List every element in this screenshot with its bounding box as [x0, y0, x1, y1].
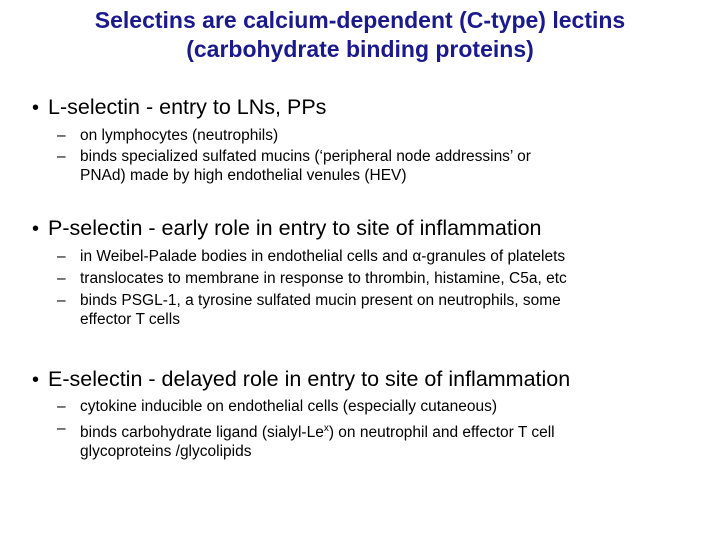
title-line-2: (carbohydrate binding proteins)	[186, 36, 534, 62]
dash-marker: –	[57, 248, 66, 265]
dash-marker: –	[57, 420, 66, 437]
sub-bullet	[57, 270, 567, 289]
dash-marker: –	[57, 270, 66, 287]
bullet-text: L-selectin - entry to LNs, PPs	[48, 95, 327, 119]
sub-bullet-text	[80, 420, 555, 443]
sub-bullet-text: binds specialized sulfated mucins (‘peripheral node addressins’ or	[80, 148, 531, 165]
sub-bullet-text: cytokine inducible on endothelial cells (especially cutaneous)	[80, 398, 498, 415]
dash-marker: –	[57, 148, 66, 165]
sub-bullet-text: translocates to membrane in response to thrombin, histamine, C5a, etc	[80, 270, 567, 287]
sub-bullet-text: on lymphocytes (neutrophils)	[80, 127, 279, 144]
sub-bullet	[57, 127, 279, 146]
dash-marker: –	[57, 127, 66, 144]
dash-marker: –	[57, 398, 66, 415]
bullet-text: E-selectin - delayed role in entry to site of inflammation	[48, 367, 571, 391]
sub-bullet	[57, 420, 555, 461]
bullet-dot: •	[32, 218, 40, 240]
sub-bullet-text: effector T cells	[80, 310, 180, 328]
sub-bullet	[57, 292, 561, 329]
sub-bullet-text: in Weibel-Palade bodies in endothelial cells and α-granules of platelets	[80, 248, 566, 265]
sub-bullet	[57, 148, 531, 185]
sub-bullet-text: binds PSGL-1, a tyrosine sulfated mucin present on neutrophils, some	[80, 292, 561, 309]
sub-bullet	[57, 248, 566, 267]
bullet-p-selectin	[32, 215, 542, 242]
bullet-text: P-selectin - early role in entry to site of inflammation	[48, 216, 542, 240]
bullet-e-selectin	[32, 366, 570, 393]
sub-bullet	[57, 398, 498, 417]
bullet-l-selectin	[32, 94, 326, 121]
sub-bullet-text: glycoproteins /glycolipids	[80, 442, 252, 460]
sub-bullet-text: PNAd) made by high endothelial venules (HEV)	[80, 166, 407, 184]
dash-marker: –	[57, 292, 66, 309]
sub-bullet-text-pre: binds carbohydrate ligand (sialyl-Le	[80, 424, 324, 442]
sub-bullet-text-post: ) on neutrophil and effector T cell	[328, 424, 555, 442]
bullet-dot: •	[32, 369, 40, 391]
bullet-dot: •	[32, 97, 40, 119]
slide-title	[0, 6, 720, 64]
superscript-x: x	[323, 423, 329, 434]
title-line-1: Selectins are calcium-dependent (C-type) lectins	[94, 7, 626, 33]
